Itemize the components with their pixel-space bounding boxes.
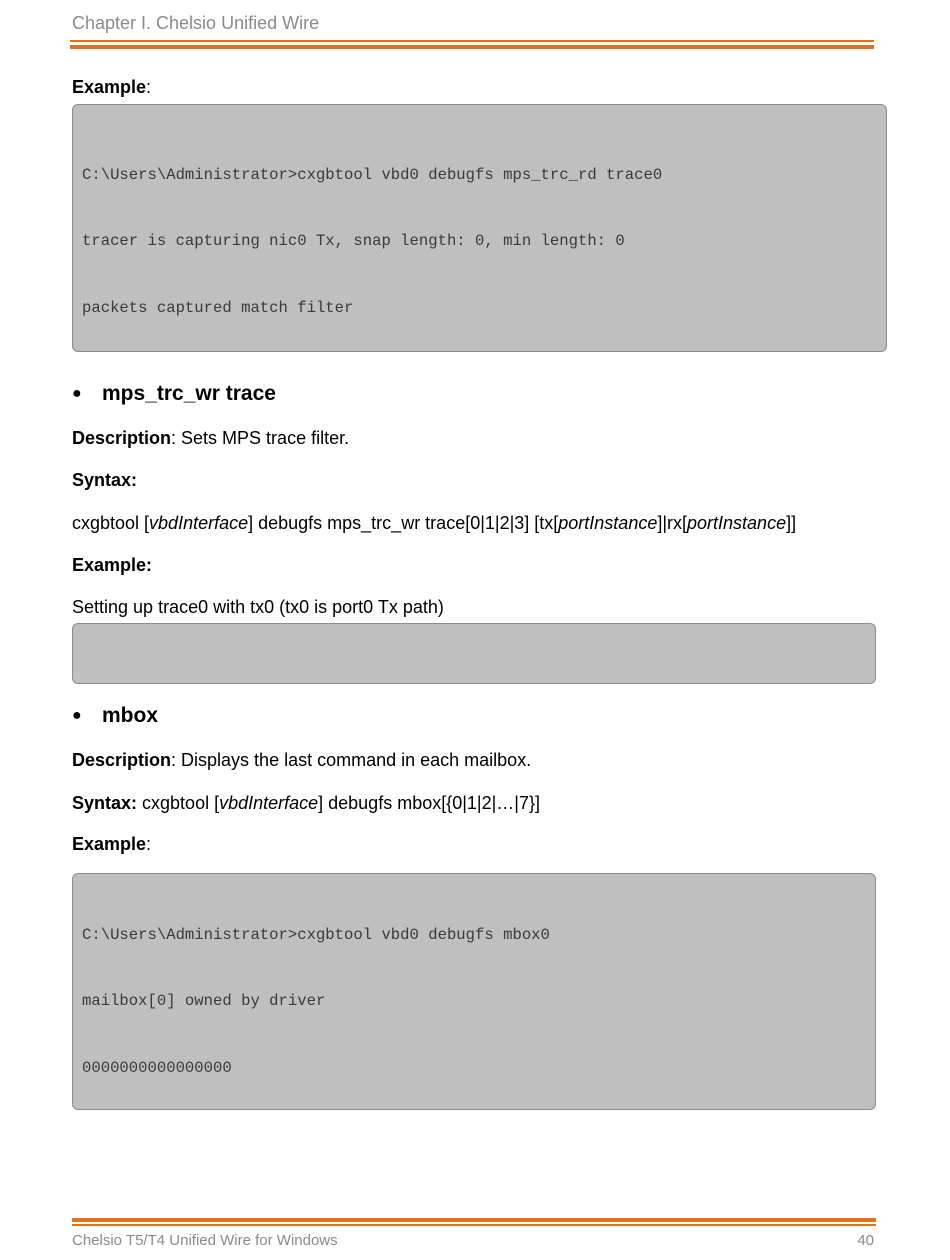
example-heading	[72, 77, 151, 98]
footer-document-title: Chelsio T5/T4 Unified Wire for Windows	[72, 1232, 338, 1249]
syntax-line-mbox	[72, 793, 540, 814]
bullet-heading: mps_trc_wr trace	[102, 382, 276, 405]
description-text: : Displays the last command in each mailbox.	[171, 750, 532, 770]
colon: :	[146, 77, 152, 97]
syntax-label: Syntax:	[72, 470, 138, 490]
bullet-dot-icon: ●	[72, 707, 82, 724]
example-heading	[72, 834, 151, 855]
page-header-title: Chapter I. Chelsio Unified Wire	[72, 13, 320, 33]
syntax-param: vbdInterface	[149, 513, 249, 533]
syntax-text: cxgbtool [	[72, 513, 150, 533]
syntax-text: cxgbtool [	[137, 793, 220, 813]
example-label: Example:	[72, 555, 153, 575]
syntax-heading	[72, 470, 137, 491]
code-line	[82, 683, 867, 684]
example-label: Example	[72, 77, 147, 97]
syntax-text: ] debugfs mbox[{0|1|2|…|7}]	[318, 793, 540, 813]
syntax-param: portInstance	[687, 513, 787, 533]
syntax-text: ]|rx[	[657, 513, 688, 533]
syntax-text: ] debugfs mps_trc_wr trace[0|1|2|3] [tx[	[248, 513, 559, 533]
description-text: : Sets MPS trace filter.	[171, 428, 350, 448]
example-heading	[72, 555, 152, 576]
code-block-mps-trc-wr	[72, 623, 876, 684]
code-line: packets captured match filter	[82, 299, 354, 318]
footer-page-number: 40	[857, 1232, 874, 1249]
code-line: 0000000000000000	[82, 1059, 232, 1078]
code-line: C:\Users\Administrator>cxgbtool vbd0 debugfs mps_trc_rd trace0	[82, 165, 663, 184]
syntax-text: ]]	[786, 513, 797, 533]
syntax-label: Syntax:	[72, 793, 138, 813]
bullet-dot-icon: ●	[72, 385, 82, 402]
example-label: Example	[72, 834, 147, 854]
syntax-line-mps-trc-wr	[72, 513, 796, 534]
header-rule-thick	[70, 45, 874, 49]
code-line: C:\Users\Administrator>cxgbtool vbd0 debugfs mbox0	[82, 925, 550, 944]
description-mps-trc-wr	[72, 428, 349, 449]
bullet-heading: mbox	[102, 704, 159, 727]
syntax-param: vbdInterface	[219, 793, 319, 813]
example-intro: Setting up trace0 with tx0 (tx0 is port0 Tx path)	[72, 597, 444, 617]
footer-rule-thick	[72, 1218, 876, 1222]
header-rule-thin	[70, 40, 874, 42]
description-mbox	[72, 750, 531, 771]
code-block-mps-trc-rd	[72, 104, 887, 352]
colon: :	[146, 834, 152, 854]
code-block-mbox	[72, 873, 876, 1110]
code-line: tracer is capturing nic0 Tx, snap length: 0, min length: 0	[82, 232, 625, 251]
description-label: Description	[72, 428, 172, 448]
syntax-param: portInstance	[558, 513, 658, 533]
description-label: Description	[72, 750, 172, 770]
footer-rule-thin	[72, 1224, 876, 1226]
code-line: mailbox[0] owned by driver	[82, 992, 326, 1011]
